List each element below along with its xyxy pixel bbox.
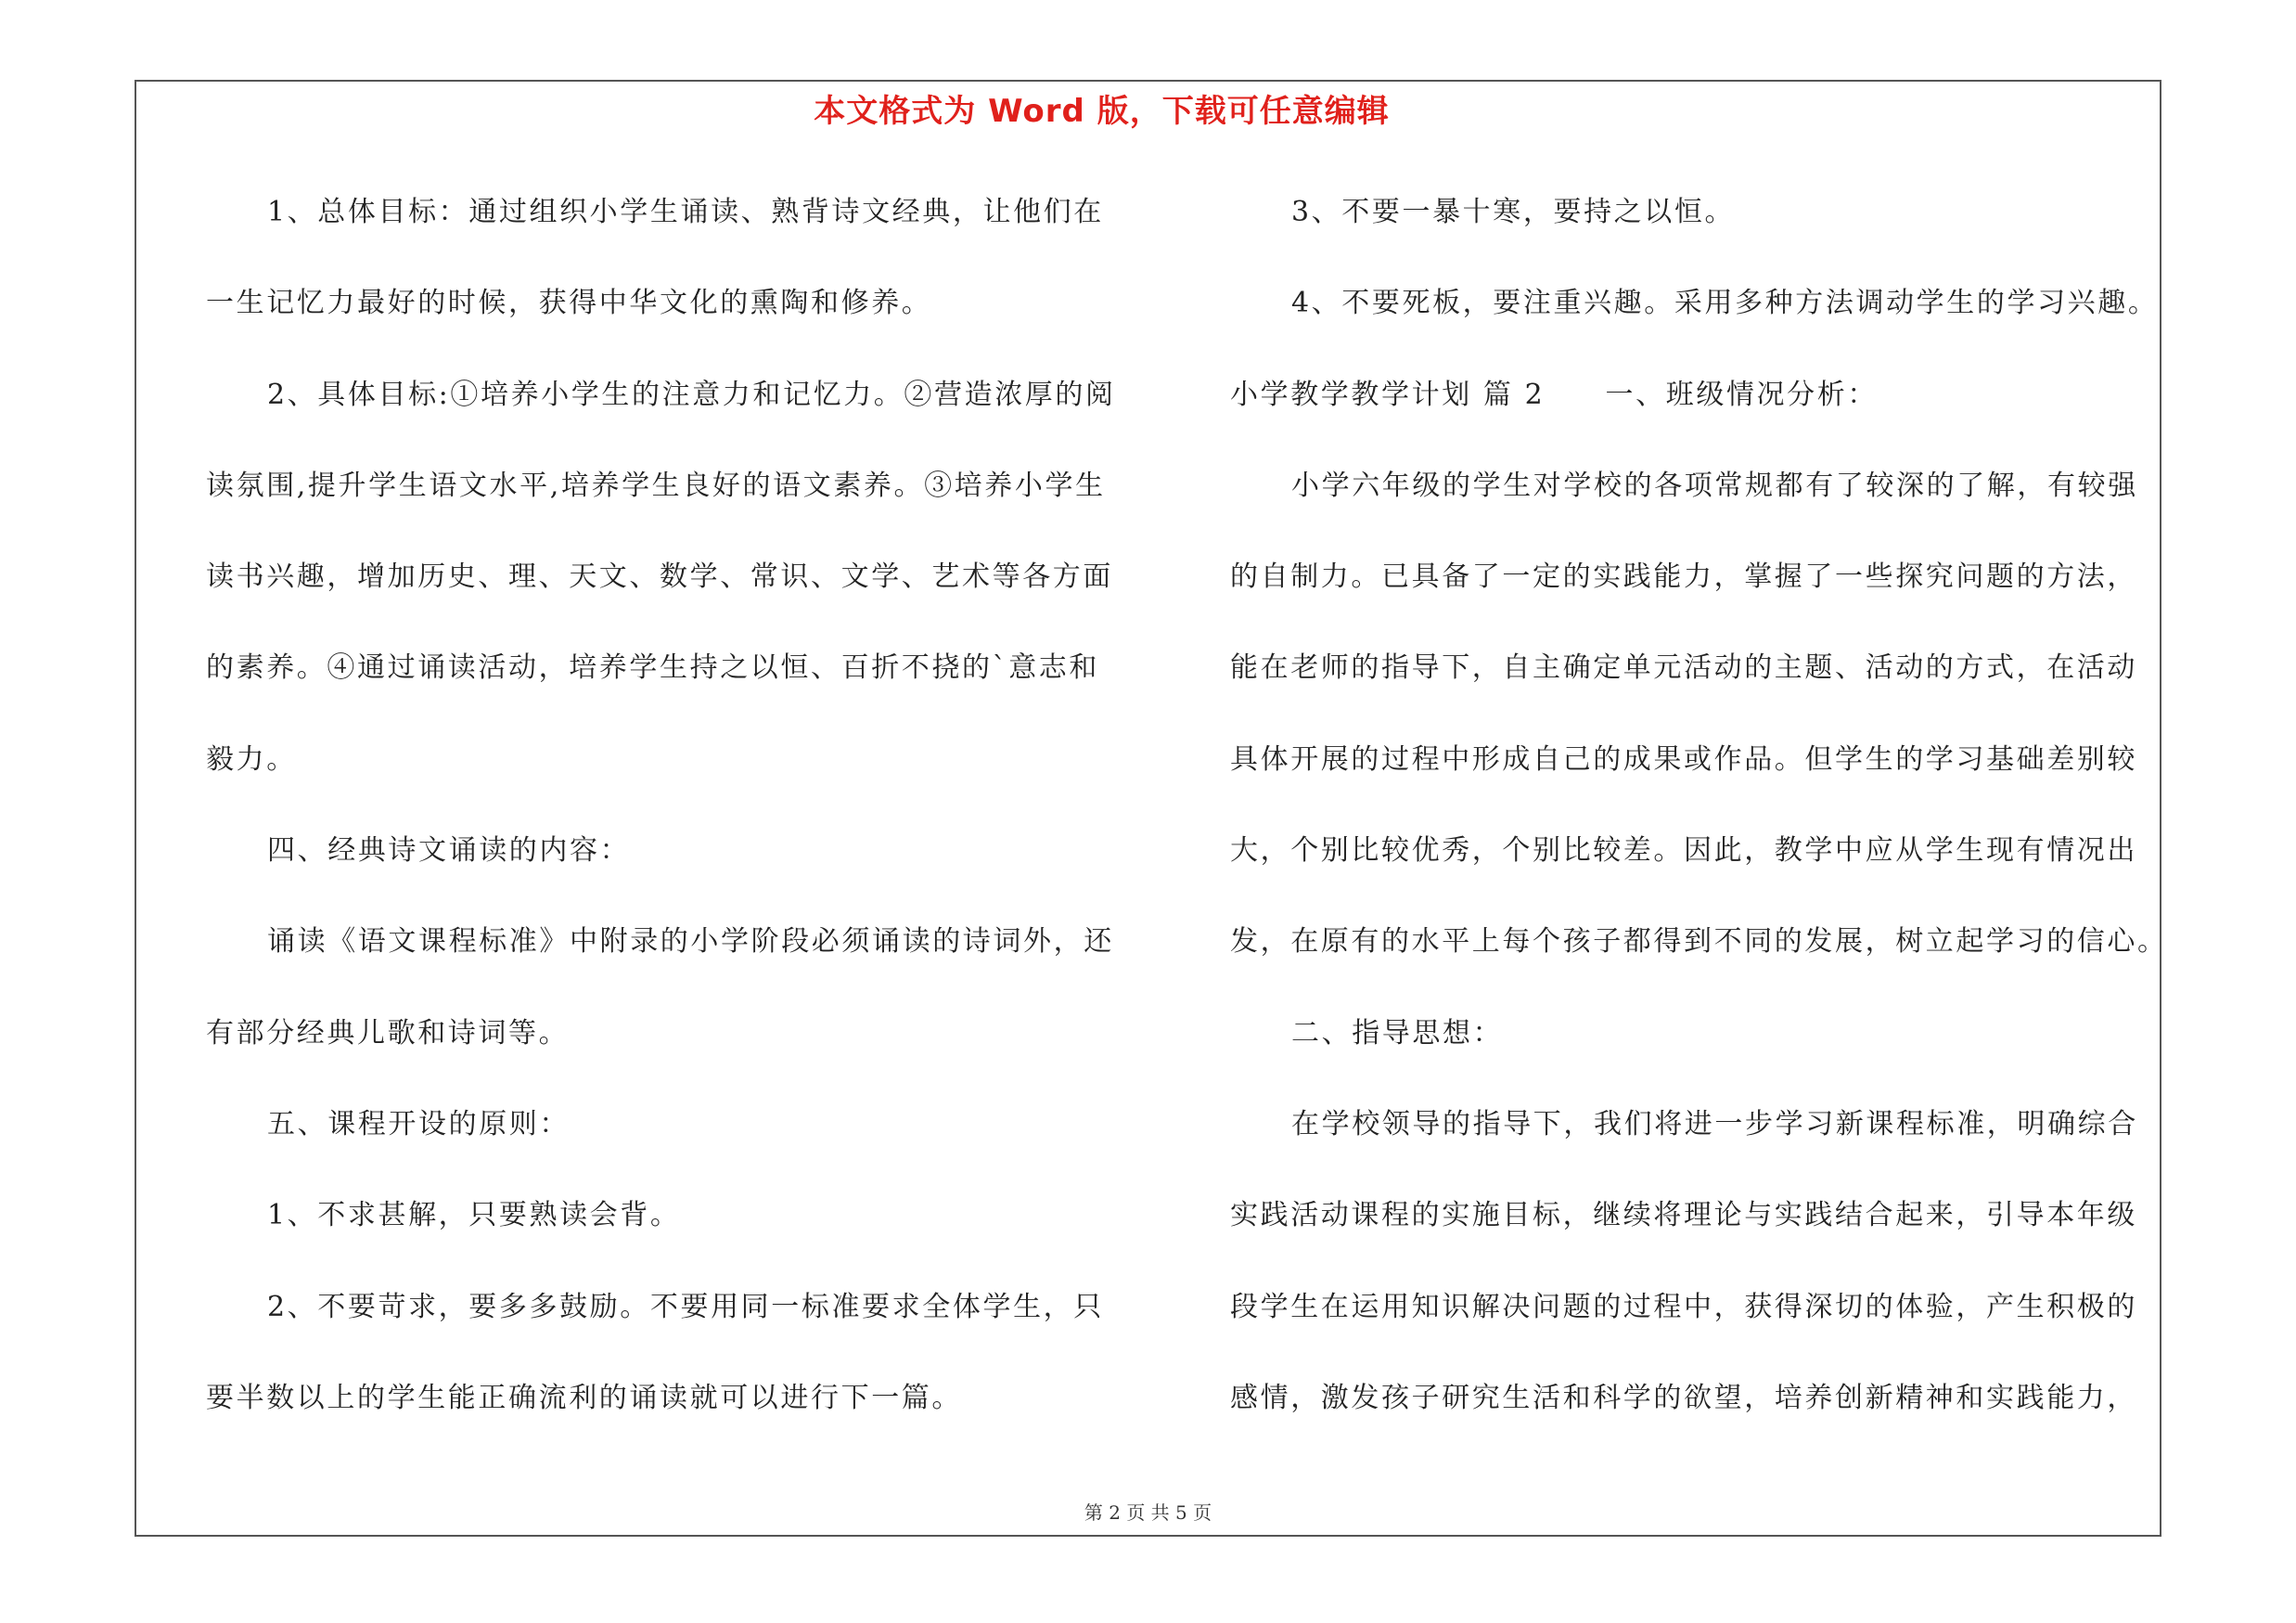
text-line: 感情，激发孩子研究生活和科学的欲望，培养创新精神和实践能力， bbox=[1230, 1381, 2137, 1414]
left-text-column bbox=[206, 182, 1124, 1459]
format-banner: 本文格式为 Word 版，下载可任意编辑 bbox=[814, 93, 1390, 130]
text-line: 实践活动课程的实施目标，继续将理论与实践结合起来，引导本年级 bbox=[1230, 1199, 2137, 1232]
text-line: 1、总体目标：通过组织小学生诵读、熟背诗文经典，让他们在 bbox=[267, 196, 1104, 228]
text-line: 发，在原有的水平上每个孩子都得到不同的发展，树立起学习的信心。 bbox=[1230, 925, 2168, 959]
text-line: 一生记忆力最好的时候，获得中华文化的熏陶和修养。 bbox=[206, 287, 932, 320]
text-line: 诵读《语文课程标准》中附录的小学阶段必须诵读的诗词外，还 bbox=[267, 925, 1114, 959]
text-line: 在学校领导的指导下，我们将进一步学习新课程标准，明确综合 bbox=[1291, 1107, 2138, 1140]
text-line: 四、经典诗文诵读的内容： bbox=[267, 834, 631, 868]
text-line: 能在老师的指导下，自主确定单元活动的主题、活动的方式，在活动 bbox=[1230, 651, 2137, 685]
text-line: 读书兴趣，增加历史、理、天文、数学、常识、文学、艺术等各方面 bbox=[206, 560, 1113, 594]
text-line: 小学六年级的学生对学校的各项常规都有了较深的了解，有较强 bbox=[1291, 469, 2138, 502]
text-line: 五、课程开设的原则： bbox=[267, 1107, 570, 1140]
text-line: 读氛围,提升学生语文水平,培养学生良好的语文素养。③培养小学生 bbox=[206, 469, 1106, 502]
text-line: 具体开展的过程中形成自己的成果或作品。但学生的学习基础差别较 bbox=[1230, 742, 2137, 776]
text-line: 4、不要死板，要注重兴趣。采用多种方法调动学生的学习兴趣。 bbox=[1291, 287, 2159, 320]
text-line: 毅力。 bbox=[206, 742, 297, 776]
text-line: 1、不求甚解，只要熟读会背。 bbox=[267, 1199, 681, 1232]
text-line: 2、具体目标:①培养小学生的注意力和记忆力。②营造浓厚的阅 bbox=[267, 378, 1116, 411]
text-line: 的素养。④通过诵读活动，培养学生持之以恒、百折不挠的`意志和 bbox=[206, 651, 1099, 685]
text-line: 大，个别比较优秀，个别比较差。因此，教学中应从学生现有情况出 bbox=[1230, 834, 2137, 868]
text-line: 要半数以上的学生能正确流利的诵读就可以进行下一篇。 bbox=[206, 1381, 962, 1414]
text-line: 2、不要苛求，要多多鼓励。不要用同一标准要求全体学生，只 bbox=[267, 1290, 1104, 1323]
text-line: 段学生在运用知识解决问题的过程中，获得深切的体验，产生积极的 bbox=[1230, 1290, 2137, 1323]
page-number-footer: 第 2 页 共 5 页 bbox=[1084, 1501, 1212, 1524]
text-line: 小学教学教学计划 篇 2 一、班级情况分析： bbox=[1230, 378, 1878, 411]
text-line: 有部分经典儿歌和诗词等。 bbox=[206, 1016, 570, 1050]
text-line: 二、指导思想： bbox=[1291, 1016, 1504, 1050]
text-line: 3、不要一暴十寒，要持之以恒。 bbox=[1291, 196, 1736, 228]
right-text-column bbox=[1230, 182, 2167, 1459]
text-line: 的自制力。已具备了一定的实践能力，掌握了一些探究问题的方法， bbox=[1230, 560, 2137, 594]
